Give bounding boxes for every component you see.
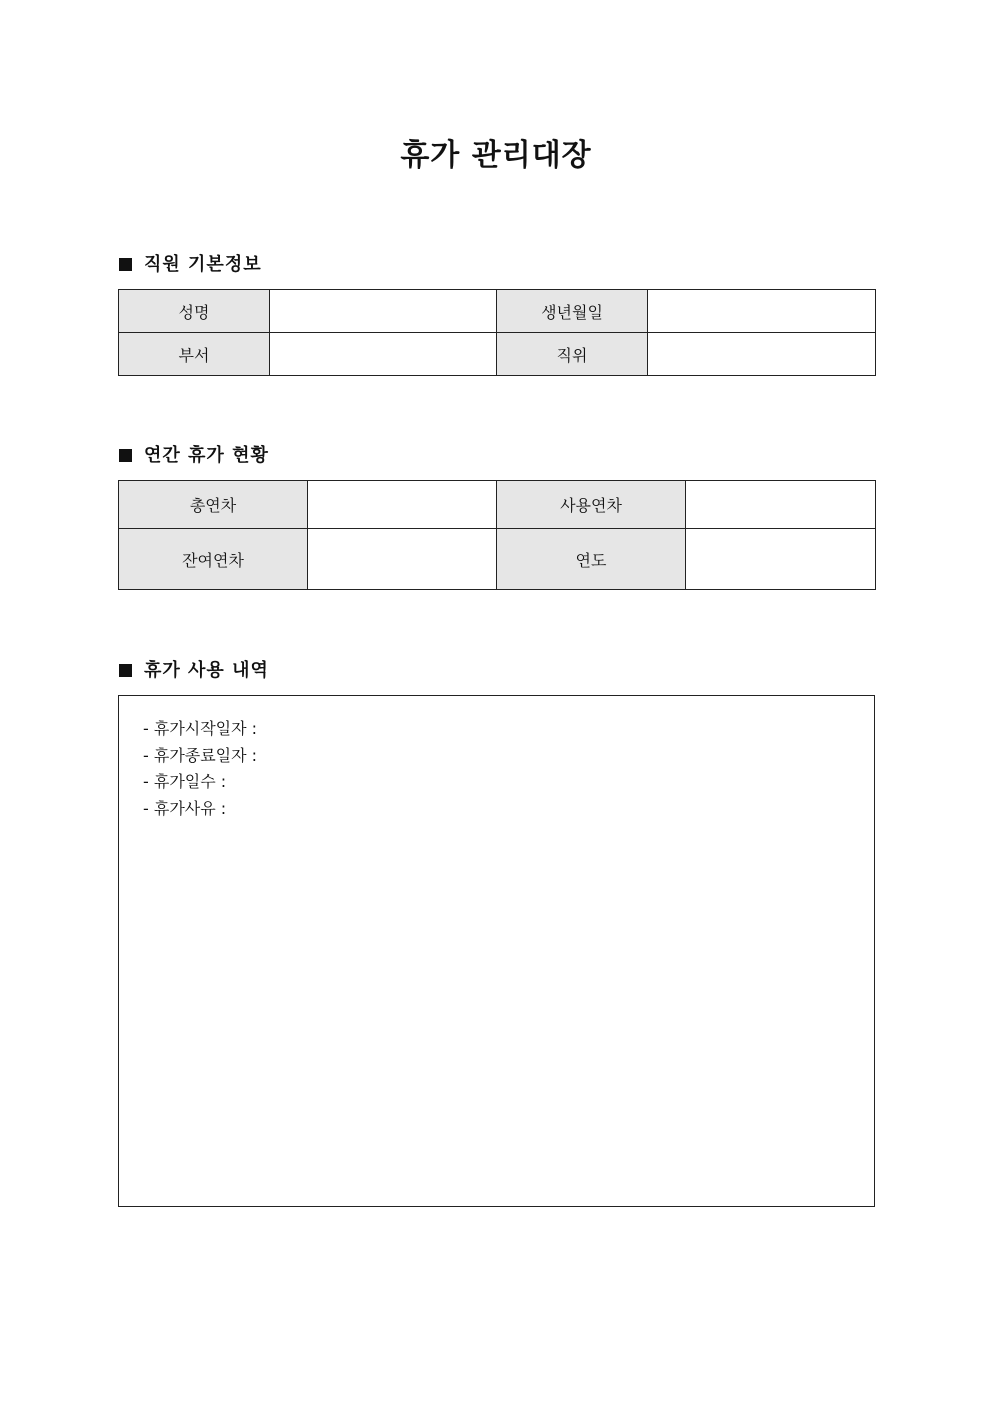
total-leave-label: 총연차 (119, 481, 308, 529)
usage-history-heading (119, 659, 269, 683)
name-label: 성명 (119, 290, 270, 333)
remaining-leave-label: 잔여연차 (119, 529, 308, 590)
usage-history-box[interactable] (118, 695, 875, 1207)
usage-history-list (143, 716, 257, 823)
employee-info-heading-text: 직원 기본정보 (144, 254, 262, 275)
table-row (119, 333, 876, 376)
year-label: 연도 (497, 529, 686, 590)
square-bullet-icon (119, 258, 132, 271)
square-bullet-icon (119, 664, 132, 677)
leave-days-line: - 휴가일수 : (143, 772, 227, 792)
leave-start-date-line: - 휴가시작일자 : (143, 719, 258, 738)
leave-end-date-line: - 휴가종료일자 : (143, 745, 258, 765)
year-field[interactable] (686, 529, 876, 590)
used-leave-label: 사용연차 (497, 481, 686, 529)
annual-leave-table (118, 480, 876, 590)
annual-leave-heading-text: 연간 휴가 현황 (144, 445, 269, 466)
annual-leave-heading (119, 444, 269, 468)
total-leave-field[interactable] (308, 481, 497, 529)
position-field[interactable] (648, 333, 876, 376)
used-leave-field[interactable] (686, 481, 876, 529)
square-bullet-icon (119, 449, 132, 462)
leave-reason-line: - 휴가사유 : (143, 799, 227, 819)
name-field[interactable] (270, 290, 497, 333)
birth-date-label: 생년월일 (497, 290, 648, 333)
usage-history-heading-text: 휴가 사용 내역 (144, 660, 269, 681)
employee-info-heading (119, 253, 262, 277)
table-row (119, 529, 876, 590)
position-label: 직위 (497, 333, 648, 376)
table-row (119, 481, 876, 529)
page-title: 휴가 관리대장 (400, 138, 592, 173)
department-label: 부서 (119, 333, 270, 376)
birth-date-field[interactable] (648, 290, 876, 333)
remaining-leave-field[interactable] (308, 529, 497, 590)
employee-info-table (118, 289, 876, 376)
department-field[interactable] (270, 333, 497, 376)
table-row (119, 290, 876, 333)
